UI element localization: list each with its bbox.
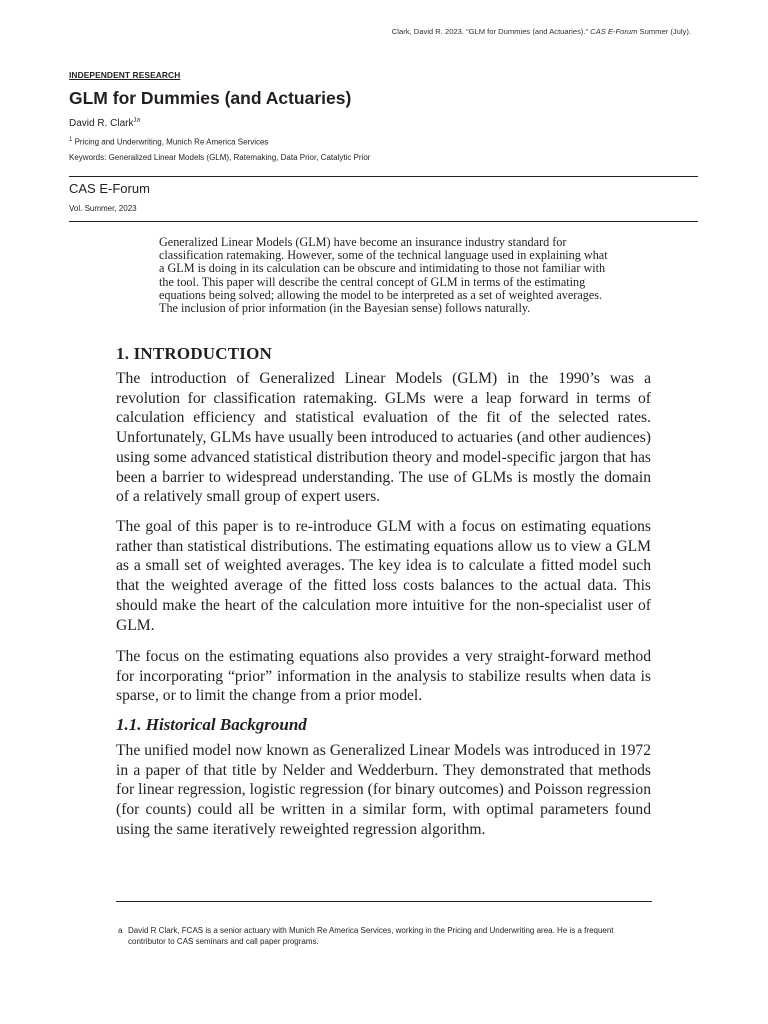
author-marks: 1a [133, 117, 141, 124]
paragraph-intro-3: The focus on the estimating equations also provides a very straight-forward method for incorporating “prior” information in the analysis to stabilize results when data is sparse, or to limit the change from a prior model. [116, 648, 651, 705]
divider-bottom [69, 221, 698, 222]
journal-name: CAS E-Forum [69, 181, 150, 196]
footnote [118, 926, 638, 947]
section-tag: INDEPENDENT RESEARCH [69, 70, 181, 80]
affiliation-text: Pricing and Underwriting, Munich Re America Services [72, 137, 269, 147]
paragraph-intro-2: The goal of this paper is to re-introduce GLM with a focus on estimating equations rather than statistical distributions. The estimating equations allow us to view a GLM as a small set of weighted averages. The key idea is to calculate a fitted model such that the weighted average of the fitted loss costs balances to the actual data. This should make the heart of the calculation more intuitive for the non-specialist user of GLM. [116, 518, 651, 634]
divider-top [69, 176, 698, 177]
keywords: Keywords: Generalized Linear Models (GLM), Ratemaking, Data Prior, Catalytic Prior [69, 153, 371, 162]
citation-suffix: Summer (July). [637, 27, 691, 36]
paragraph-historical-1: The unified model now known as Generalized Linear Models was introduced in 1972 in a paper of that title by Nelder and Wedderburn. They demonstrated that methods for linear regression, logistic regression (for binary outcomes) and Poisson regression (for counts) could all be written in a similar form, with optimal parameters found using the same iteratively reweighted regression algorithm. [116, 742, 651, 838]
paragraph-intro-1: The introduction of Generalized Linear Models (GLM) in the 1990’s was a revolution for classification ratemaking. GLMs were a leap forward in terms of calculation efficiency and statistical evaluation of the fit of the selected rates. Unfortunately, GLMs have usually been introduced to actuaries (and other audiences) using some advanced statistical distribution theory and model-specific jargon that has been a barrier to widespread understanding. The use of GLMs is mostly the domain of a relatively small group of expert users. [116, 370, 651, 506]
footnote-text: David R Clark, FCAS is a senior actuary with Munich Re America Services, working in the Pricing and Underwriting area. He is a frequent contributor to CAS seminars and call paper programs. [128, 926, 614, 946]
abstract: Generalized Linear Models (GLM) have become an insurance industry standard for classification ratemaking. However, some of the technical language used in explaining what a GLM is doing in its calculation can be obscure and intimidating to those not familiar with the tool. This paper will describe the central concept of GLM in terms of the estimating equations being solved; allowing the model to be interpreted as a set of weighted averages. The inclusion of prior information (in the Bayesian sense) follows naturally. [159, 235, 608, 316]
paper-title: GLM for Dummies (and Actuaries) [69, 88, 352, 108]
citation-prefix: Clark, David R. 2023. “GLM for Dummies (and Actuaries).” [391, 27, 591, 36]
subsection-heading-historical-background: 1.1. Historical Background [116, 715, 307, 734]
author-name: David R. Clark [69, 118, 134, 129]
footnote-mark: a [118, 926, 123, 935]
volume-info: Vol. Summer, 2023 [69, 204, 137, 213]
author-line [69, 118, 140, 129]
section-heading-introduction: 1. INTRODUCTION [116, 344, 273, 363]
running-citation [392, 27, 691, 36]
citation-journal: CAS E-Forum [590, 27, 638, 36]
footnote-divider [116, 901, 652, 902]
affiliation-mark: 1 [69, 137, 73, 143]
affiliation [69, 137, 268, 147]
